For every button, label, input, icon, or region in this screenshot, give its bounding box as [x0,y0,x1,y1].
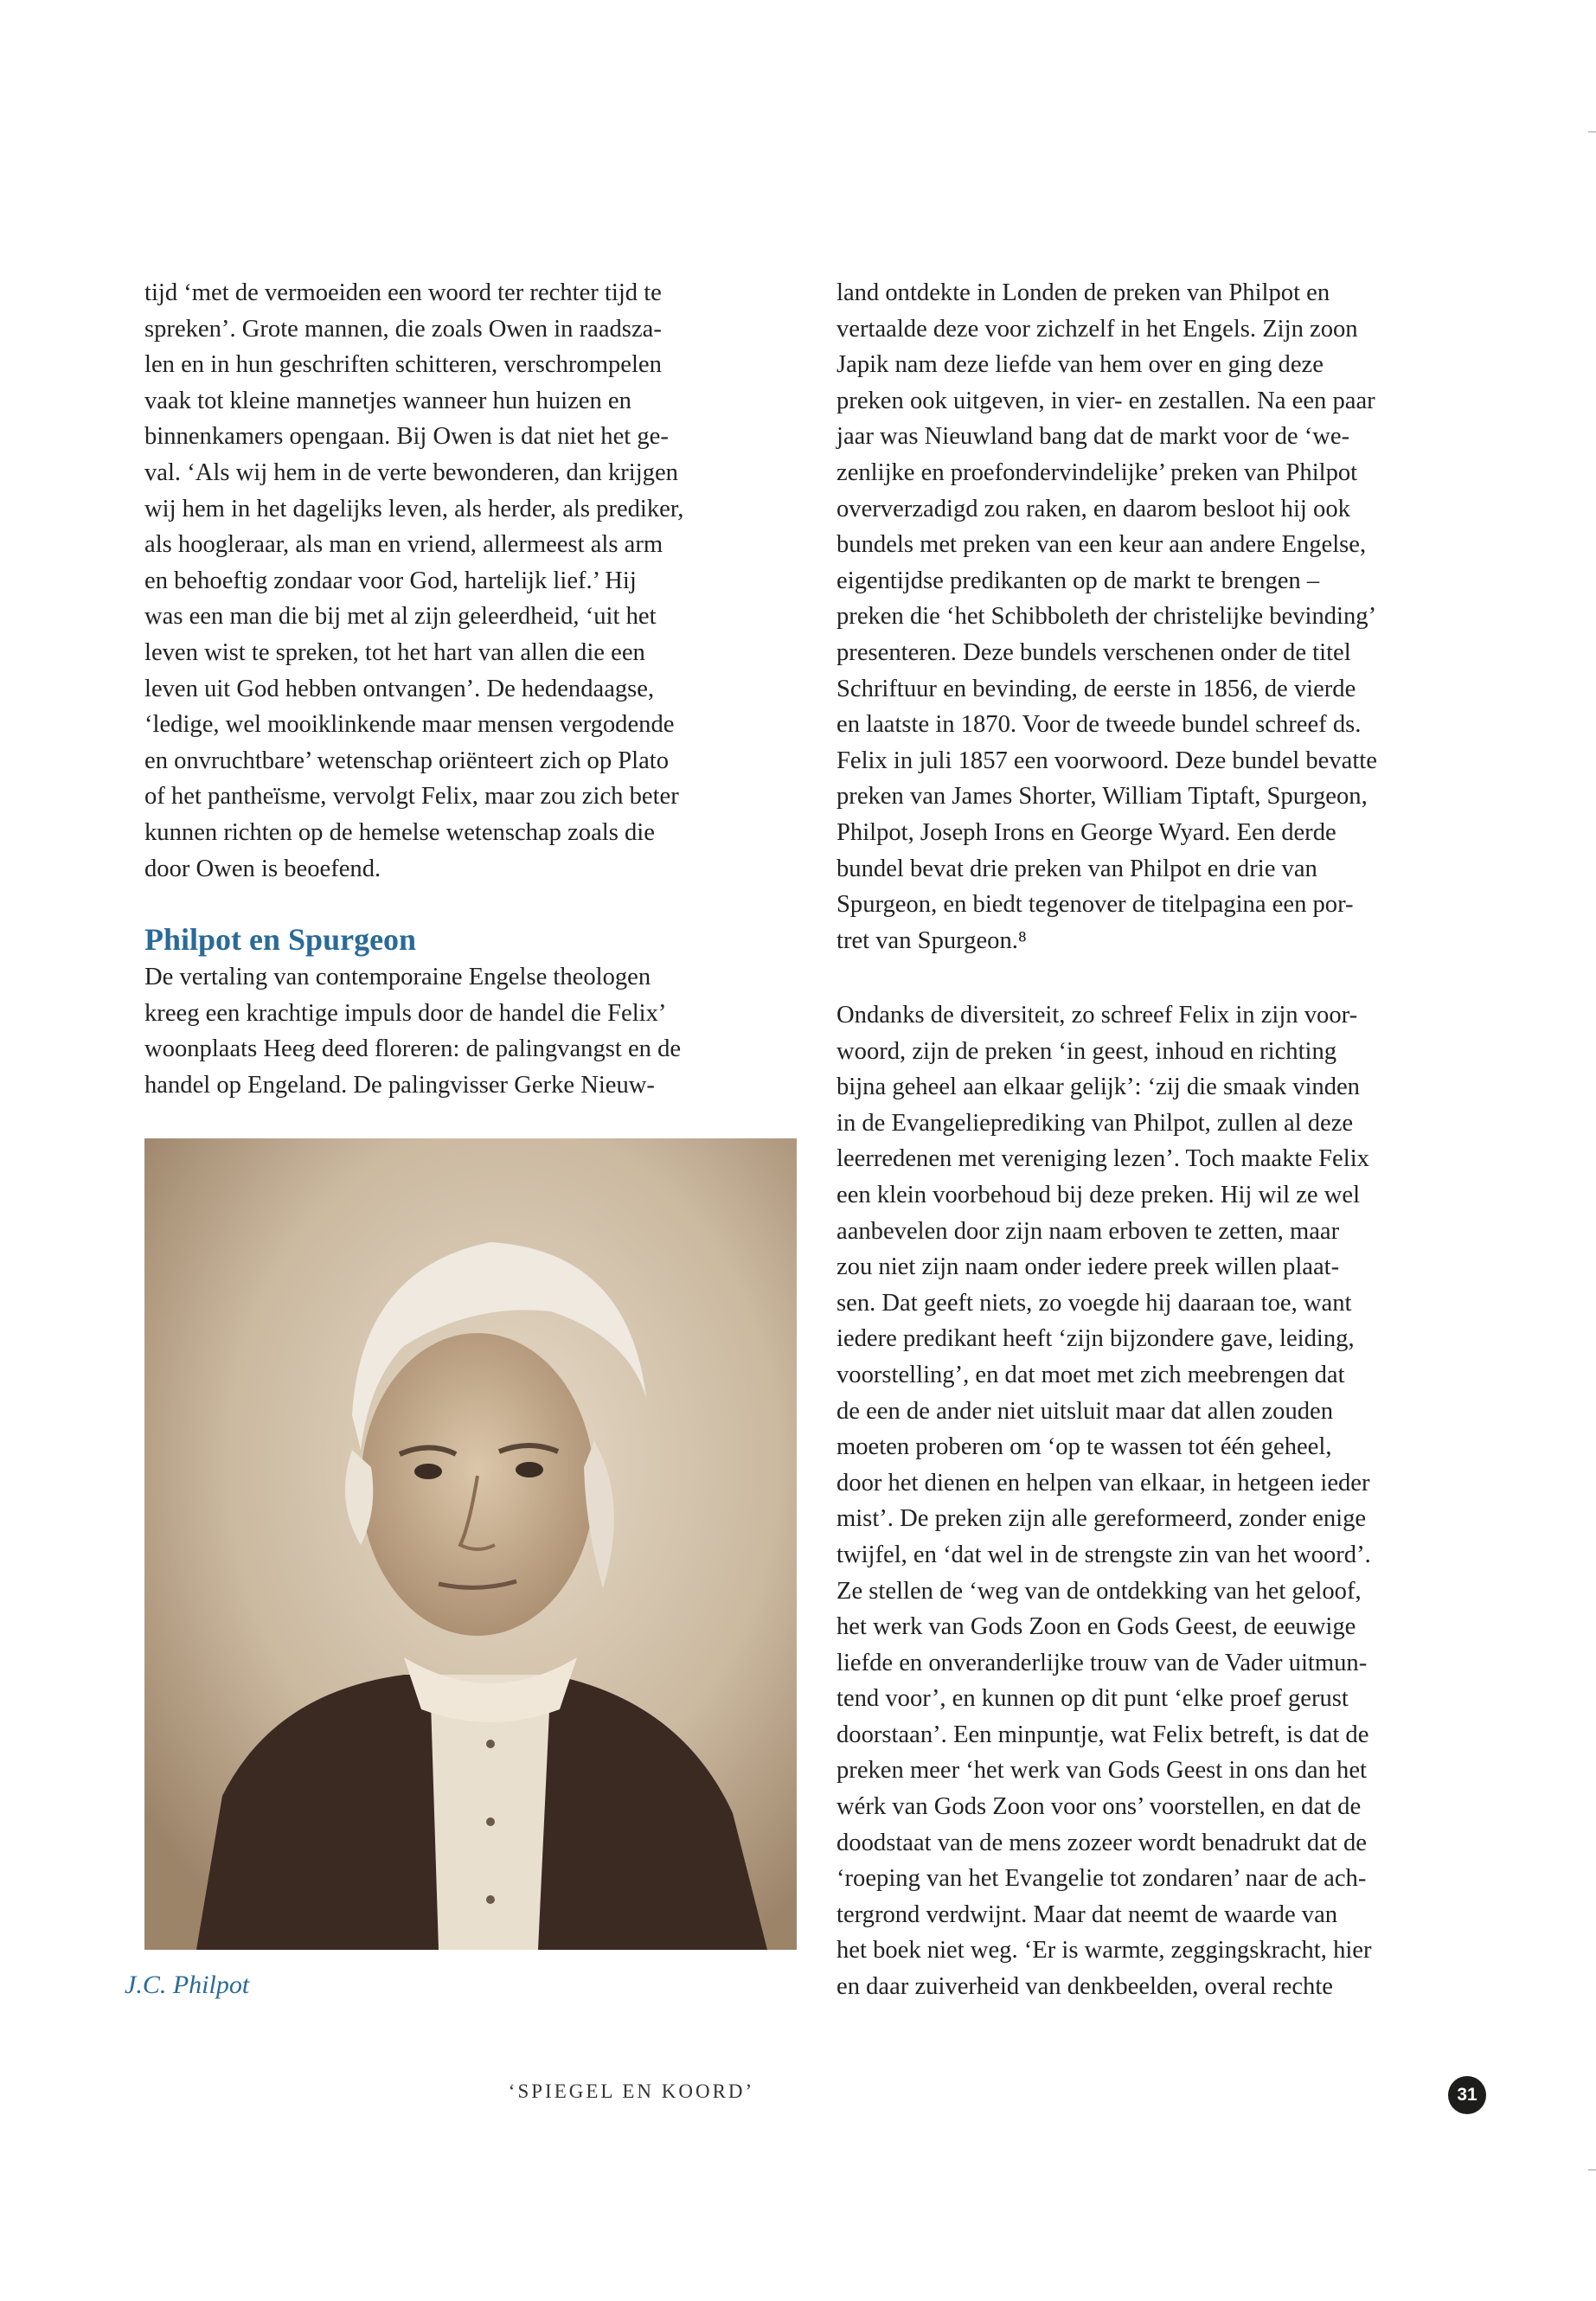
text-line: kreeg een krachtige impuls door de handel die Felix’ [144,999,667,1027]
text-line: preken van James Shorter, William Tiptaft, Spurgeon, [836,783,1368,811]
text-line: jaar was Nieuwland bang dat de markt voor de ‘we- [836,423,1350,451]
crop-mark-top [1588,131,1596,132]
philpot-portrait-photo [144,1138,797,1950]
text-line: tijd ‘met de vermoeiden een woord ter rechter tijd te [144,279,662,306]
text-line: binnenkamers opengaan. Bij Owen is dat niet het ge- [144,423,669,451]
text-line: liefde en onveranderlijke trouw van de Vader uitmun- [836,1649,1368,1676]
text-line: zou niet zijn naam onder iedere preek willen plaat- [836,1253,1340,1281]
text-line: bundel bevat drie preken van Philpot en drie van [836,855,1317,882]
text-line: woonplaats Heeg deed floreren: de palingvangst en de [144,1035,682,1063]
text-line: kunnen richten op de hemelse wetenschap zoals die [144,818,655,846]
text-line: iedere predikant heeft ‘zijn bijzondere gave, leiding, [836,1325,1355,1353]
running-footer-title: ‘SPIEGEL EN KOORD’ [508,2080,755,2102]
text-line: oververzadigd zou raken, en daarom besloot hij ook [836,495,1350,522]
text-line: bundels met preken van een keur aan andere Engelse, [836,531,1367,559]
text-line: Ze stellen de ‘weg van de ontdekking van het geloof, [836,1577,1362,1605]
text-line: vertaalde deze voor zichzelf in het Engels. Zijn zoon [836,315,1358,343]
text-line: tergrond verdwijnt. Maar dat neemt de waarde van [836,1900,1338,1928]
text-line: aanbevelen door zijn naam erboven te zetten, maar [836,1217,1340,1245]
text-line: moeten proberen om ‘op te wassen tot één geheel, [836,1433,1332,1461]
page-number-badge: 31 [1448,2076,1486,2114]
left-column-after-heading [144,959,799,1103]
text-line: de een de ander niet uitsluit maar dat allen zouden [836,1397,1334,1425]
text-line: val. ‘Als wij hem in de verte bewonderen, dan krijgen [144,458,678,486]
text-line: wij hem in het dagelijks leven, als herder, als prediker, [144,495,684,522]
portrait-illustration [144,1138,797,1950]
text-line: als hoogleraar, als man en vriend, allermeest als arm [144,531,663,559]
right-column-paragraph-1 [836,275,1475,958]
text-line: presenteren. Deze bundels verschenen onder de titel [836,638,1351,666]
text-line: land ontdekte in Londen de preken van Philpot en [836,279,1330,306]
text-line: of het pantheïsme, vervolgt Felix, maar zou zich beter [144,783,679,811]
text-line: sen. Dat geeft niets, zo voegde hij daaraan toe, want [836,1289,1352,1317]
text-line: en behoeftig zondaar voor God, hartelijk lief.’ Hij [144,567,637,594]
text-line: en onvruchtbare’ wetenschap oriënteert zich op Plato [144,747,670,774]
text-line: wérk van Gods Zoon voor ons’ voorstellen, en dat de [836,1793,1362,1821]
text-line: preken die ‘het Schibboleth der christelijke bevinding’ [836,603,1377,631]
text-line: twijfel, en ‘dat wel in de strengste zin van het woord’. [836,1541,1371,1568]
text-line: tret van Spurgeon.⁸ [836,926,1027,954]
text-line: tend voor’, en kunnen op dit punt ‘elke proef gerust [836,1685,1349,1713]
text-line: Ondanks de diversiteit, zo schreef Felix in zijn voor- [836,1002,1358,1029]
text-line: woord, zijn de preken ‘in geest, inhoud en richting [836,1037,1337,1065]
text-line: en laatste in 1870. Voor de tweede bundel schreef ds. [836,711,1362,739]
text-line: een klein voorbehoud bij deze preken. Hij wil ze wel [836,1181,1361,1208]
text-line: bijna geheel aan elkaar gelijk’: ‘zij die smaak vinden [836,1074,1360,1101]
section-heading: Philpot en Spurgeon [144,922,417,957]
text-line: was een man die bij met al zijn geleerdheid, ‘uit het [144,603,657,631]
text-line: door Owen is beoefend. [144,855,381,882]
right-column-paragraph-2 [836,997,1475,2005]
text-line: in de Evangelieprediking van Philpot, zullen al deze [836,1109,1354,1137]
text-line: mist’. De preken zijn alle gereformeerd, zonder enige [836,1505,1367,1533]
text-line: door het dienen en helpen van elkaar, in hetgeen ieder [836,1469,1370,1497]
text-line: preken meer ‘het werk van Gods Geest in ons dan het [836,1757,1367,1785]
left-column [144,275,799,887]
text-line: vaak tot kleine mannetjes wanneer hun huizen en [144,387,631,414]
text-line: handel op Engeland. De palingvisser Gerke Nieuw- [144,1071,655,1099]
text-line: ‘ledige, wel mooiklinkende maar mensen vergodende [144,711,675,739]
text-line: het werk van Gods Zoon en Gods Geest, de eeuwige [836,1613,1356,1641]
photo-caption: J.C. Philpot [125,1971,250,1999]
text-line: Felix in juli 1857 een voorwoord. Deze bundel bevatte [836,747,1377,774]
text-line: het boek niet weg. ‘Er is warmte, zeggingskracht, hier [836,1937,1372,1965]
text-line: leerredenen met vereniging lezen’. Toch maakte Felix [836,1145,1369,1173]
text-line: preken ook uitgeven, in vier- en zestallen. Na een paar [836,387,1375,414]
text-line: ‘roeping van het Evangelie tot zondaren’ naar de ach- [836,1865,1367,1893]
text-line: eigentijdse predikanten op de markt te brengen – [836,567,1320,594]
text-line: De vertaling van contemporaine Engelse theologen [144,964,651,990]
text-line: Japik nam deze liefde van hem over en ging deze [836,351,1324,379]
text-line: doorstaan’. Een minpuntje, wat Felix betreft, is dat de [836,1721,1369,1748]
text-line: Spurgeon, en biedt tegenover de titelpagina een por- [836,891,1354,919]
text-line: leven uit God hebben ontvangen’. De hedendaagse, [144,675,655,702]
text-line: Schriftuur en bevinding, de eerste in 1856, de vierde [836,675,1356,702]
text-line: doodstaat van de mens zozeer wordt benadrukt dat de [836,1829,1367,1856]
text-line: voorstelling’, en dat moet met zich meebrengen dat [836,1361,1345,1388]
text-line: en daar zuiverheid van denkbeelden, overal rechte [836,1973,1333,2001]
text-line: len en in hun geschriften schitteren, verschrompelen [144,351,662,379]
text-line: zenlijke en proefondervindelijke’ preken van Philpot [836,458,1358,486]
text-line: spreken’. Grote mannen, die zoals Owen in raadsza- [144,315,662,343]
text-line: Philpot, Joseph Irons en George Wyard. Een derde [836,818,1336,846]
text-line: leven wist te spreken, tot het hart van allen die een [144,638,645,666]
